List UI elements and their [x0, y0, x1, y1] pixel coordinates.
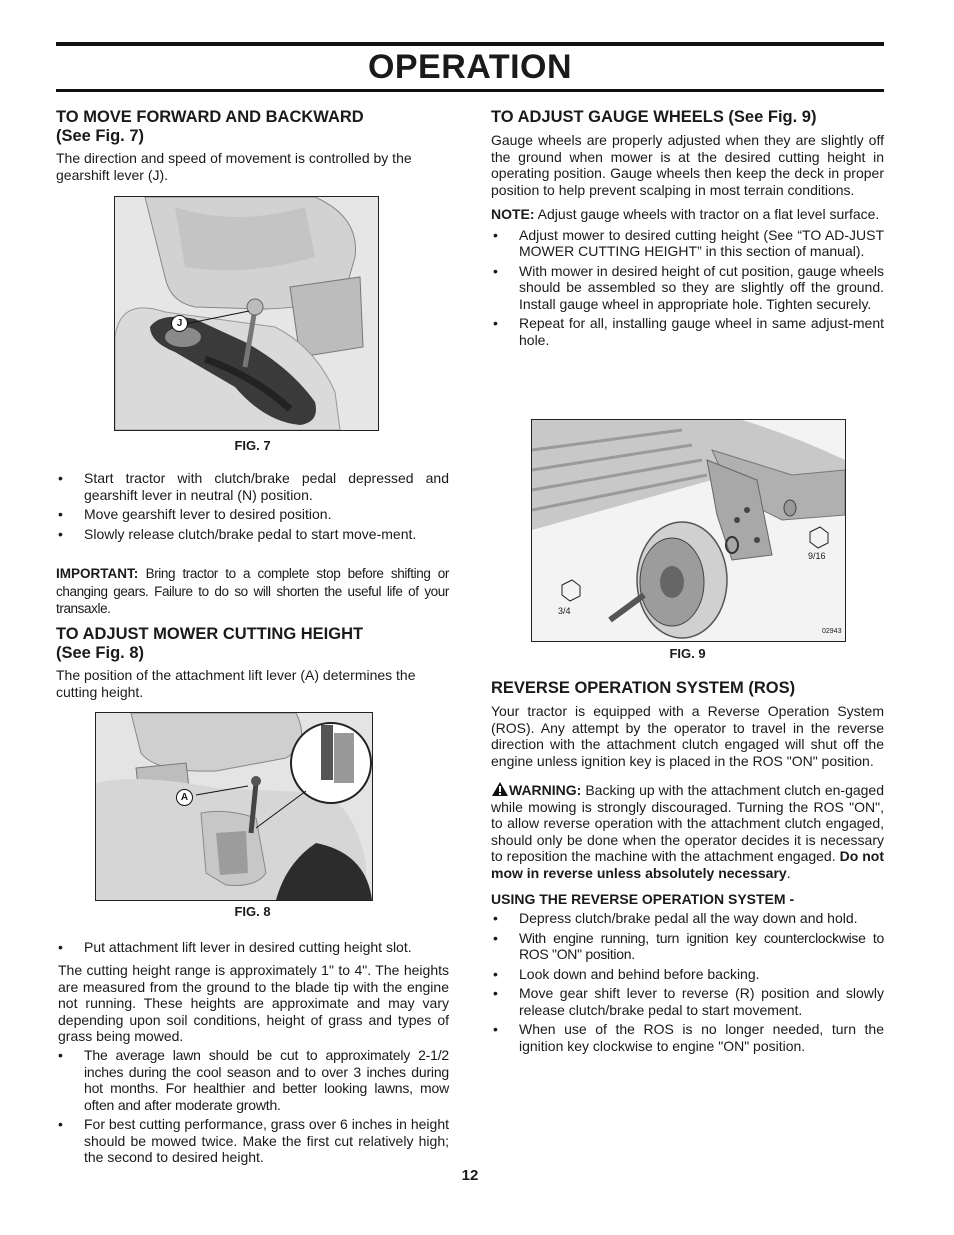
- important-note: [56, 565, 449, 618]
- section-heading-sub: (See Fig. 8): [56, 644, 145, 662]
- warning-triangle-icon: [491, 781, 509, 797]
- figure-8-image: [95, 712, 373, 901]
- section-intro: The position of the attachment lift lever (A) determines the cutting height.: [56, 667, 416, 700]
- warning-label: WARNING:: [509, 782, 582, 798]
- figure-8-caption: FIG. 8: [234, 904, 271, 919]
- section-gauge-wheels: [491, 108, 884, 351]
- lift-lever-illustration: [96, 713, 372, 900]
- section-intro: Your tractor is equipped with a Reverse Operation System (ROS). Any attempt by the operator to travel in the reverse direction with the attachment clutch engaged will shut off the engine unless ignition key is placed in the ROS "ON" position.: [491, 703, 884, 769]
- section-intro: Gauge wheels are properly adjusted when they are slightly off the ground when mower is at the desired cutting height in operating position. Gauge wheels then keep the deck in proper position to help prevent scalping in most terrain conditions.: [491, 132, 884, 198]
- page-title: OPERATION: [367, 48, 573, 86]
- header-rule-bottom: [56, 89, 884, 92]
- section-heading: TO ADJUST MOWER CUTTING HEIGHT: [56, 625, 364, 643]
- section-cutting-height: [56, 625, 449, 700]
- list-item: • The average lawn should be cut to approximately 2-1/2 inches during the cool season and to over 3 inches during hot months. For healthier and better looking lawns, mow often and after moderate growth.: [56, 1047, 449, 1113]
- page-number: 12: [461, 1167, 479, 1184]
- list-item: • Repeat for all, installing gauge wheel in same adjust-ment hole.: [491, 315, 884, 348]
- warning-text: Backing up with the attachment clutch en-gaged while mowing is strongly discouraged. Turning the ROS "ON", to allow reverse operation with the attachment clutch engaged, should only be done when the operator decides it is necessary to reposition the machine with the attachment engaged.: [491, 782, 884, 864]
- section-heading: REVERSE OPERATION SYSTEM (ROS): [491, 679, 796, 697]
- figure-code-label: 02943: [822, 628, 842, 635]
- move-steps-list: [56, 470, 449, 545]
- section-heading-sub: (See Fig. 7): [56, 127, 145, 145]
- figure-9-image: [531, 419, 846, 642]
- important-text: Bring tractor to a complete stop before shifting or changing gears. Failure to do so will shorten the useful life of your transaxle.: [56, 566, 449, 616]
- list-item: • For best cutting performance, grass over 6 inches in height should be mowed twice. Make the first cut relatively high; the second to desired height.: [56, 1116, 449, 1166]
- gauge-note: [491, 206, 884, 223]
- list-item: • Move gear shift lever to reverse (R) position and slowly release clutch/brake pedal to start movement.: [491, 985, 884, 1018]
- warning-end: .: [786, 864, 791, 881]
- section-heading: TO MOVE FORWARD AND BACKWARD: [56, 108, 364, 126]
- list-item: • Look down and behind before backing.: [491, 966, 884, 983]
- list-item: • With mower in desired height of cut position, gauge wheels should be assembled so they are slightly off the ground. Install gauge wheel in appropriate hole. Tighten securely.: [491, 263, 884, 313]
- gauge-steps-list: [491, 227, 884, 349]
- list-item: • Adjust mower to desired cutting height (See “TO AD-JUST MOWER CUTTING HEIGHT” in this section of manual).: [491, 227, 884, 260]
- list-item: • With engine running, turn ignition key counterclockwise to ROS "ON" position.: [491, 930, 884, 963]
- note-text: Adjust gauge wheels with tractor on a flat level surface.: [534, 206, 880, 222]
- figure-9-caption: FIG. 9: [669, 646, 706, 661]
- gearshift-lever-illustration: [115, 197, 378, 430]
- section-heading: TO ADJUST GAUGE WHEELS (See Fig. 9): [491, 108, 817, 126]
- nut-size-label: 9/16: [808, 551, 826, 561]
- bolt-size-label: 3/4: [558, 606, 571, 616]
- ros-steps-list: [491, 910, 884, 1054]
- important-label: IMPORTANT:: [56, 566, 139, 581]
- section-move-forward-backward: [56, 108, 449, 183]
- section-ros: [491, 679, 884, 1057]
- list-item: • Move gearshift lever to desired position.: [56, 506, 449, 523]
- gauge-wheel-illustration: [532, 420, 845, 641]
- warning-emphasis: Do not mow in reverse unless absolutely necessary: [491, 848, 884, 881]
- cutting-height-info: The cutting height range is approximately 1" to 4". The heights are measured from the ground to the blade tip with the engine not running. These heights are approximate and may vary depending upon soil conditions, height of grass and types of grass being mowed.: [58, 962, 449, 1044]
- figure-7-caption: FIG. 7: [234, 438, 271, 453]
- mowing-tips-list: [56, 1047, 449, 1169]
- cutting-height-step: [56, 939, 449, 959]
- list-item: • Put attachment lift lever in desired cutting height slot.: [56, 939, 449, 956]
- list-item: • Slowly release clutch/brake pedal to start move-ment.: [56, 526, 449, 543]
- section-intro: The direction and speed of movement is controlled by the gearshift lever (J).: [56, 150, 412, 183]
- note-label: NOTE:: [491, 206, 535, 222]
- callout-a: A: [176, 789, 193, 806]
- callout-j: J: [171, 315, 188, 332]
- figure-7-image: [114, 196, 379, 431]
- list-item: • Start tractor with clutch/brake pedal depressed and gearshift lever in neutral (N) position.: [56, 470, 449, 503]
- list-item: • When use of the ROS is no longer needed, turn the ignition key clockwise to engine "ON" position.: [491, 1021, 884, 1054]
- ros-subheading: USING THE REVERSE OPERATION SYSTEM -: [491, 891, 795, 907]
- list-item: • Depress clutch/brake pedal all the way down and hold.: [491, 910, 884, 927]
- ros-warning: [491, 781, 884, 881]
